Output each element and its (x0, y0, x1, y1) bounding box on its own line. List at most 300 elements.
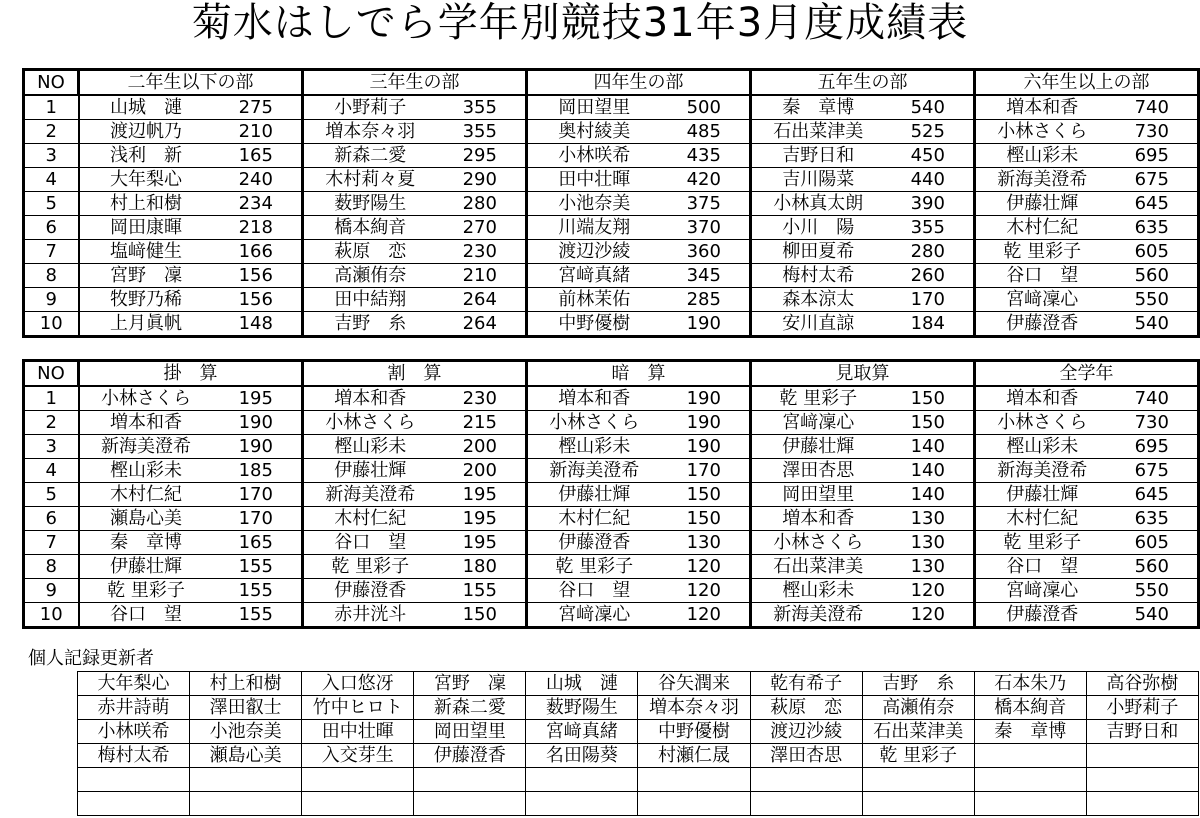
score: 165 (211, 531, 303, 555)
student-name: 小池奈美 (527, 192, 659, 216)
record-holder-name: 薮野陽生 (526, 696, 638, 720)
score: 165 (211, 144, 303, 168)
score: 120 (659, 579, 751, 603)
rank-number: 1 (24, 95, 79, 120)
student-name: 渡辺沙綾 (527, 240, 659, 264)
student-name: 梅村太希 (751, 264, 883, 288)
score: 170 (659, 459, 751, 483)
record-holder-name: 梅村太希 (78, 744, 190, 768)
score: 435 (659, 144, 751, 168)
score: 150 (435, 603, 527, 628)
student-name: 柳田夏希 (751, 240, 883, 264)
student-name: 木村仁紀 (79, 483, 211, 507)
rank-number: 7 (24, 531, 79, 555)
student-name: 浅利 新 (79, 144, 211, 168)
record-holder-name (78, 768, 190, 792)
record-holder-name: 小林咲希 (78, 720, 190, 744)
student-name: 田中壮暉 (527, 168, 659, 192)
score: 150 (659, 507, 751, 531)
score: 120 (659, 555, 751, 579)
record-holder-name (974, 744, 1086, 768)
student-name: 樫山彩未 (527, 435, 659, 459)
record-holder-name (1086, 768, 1198, 792)
record-holder-name: 大年梨心 (78, 672, 190, 696)
student-name: 新森二愛 (303, 144, 435, 168)
table-row (24, 120, 1199, 144)
student-name: 新海美澄希 (975, 459, 1107, 483)
student-name: 増本奈々羽 (303, 120, 435, 144)
score: 285 (659, 288, 751, 312)
student-name: 吉野日和 (751, 144, 883, 168)
student-name: 石出菜津美 (751, 555, 883, 579)
score: 280 (883, 240, 975, 264)
student-name: 赤井洸斗 (303, 603, 435, 628)
student-name: 新海美澄希 (303, 483, 435, 507)
score: 230 (435, 386, 527, 411)
student-name: 小野莉子 (303, 95, 435, 120)
record-holder-name: 瀬島心美 (190, 744, 302, 768)
score: 645 (1107, 192, 1199, 216)
score: 550 (1107, 288, 1199, 312)
record-row (78, 672, 1199, 696)
table-row (24, 435, 1199, 459)
score: 390 (883, 192, 975, 216)
student-name: 谷口 望 (527, 579, 659, 603)
student-name: 伊藤壮輝 (975, 192, 1107, 216)
table-row (24, 168, 1199, 192)
no-column-header: NO (24, 70, 79, 96)
record-holder-name (302, 768, 414, 792)
record-holder-name: 村瀬仁晟 (638, 744, 750, 768)
score: 540 (883, 95, 975, 120)
student-name: 乾 里彩子 (975, 240, 1107, 264)
rank-number: 10 (24, 312, 79, 337)
score: 635 (1107, 507, 1199, 531)
score: 440 (883, 168, 975, 192)
record-holder-name (862, 768, 974, 792)
record-holder-name: 赤井詩萌 (78, 696, 190, 720)
student-name: 谷口 望 (975, 555, 1107, 579)
student-name: 新海美澄希 (527, 459, 659, 483)
record-holder-name: 秦 章博 (974, 720, 1086, 744)
record-holder-name: 澤田叡士 (190, 696, 302, 720)
student-name: 伊藤壮輝 (303, 459, 435, 483)
record-holder-name: 増本奈々羽 (638, 696, 750, 720)
record-row (78, 768, 1199, 792)
table-row (24, 95, 1199, 120)
table-row (24, 144, 1199, 168)
student-name: 前林茉佑 (527, 288, 659, 312)
student-name: 伊藤壮輝 (975, 483, 1107, 507)
score: 156 (211, 264, 303, 288)
score: 150 (883, 386, 975, 411)
score: 370 (659, 216, 751, 240)
score: 190 (659, 435, 751, 459)
record-holder-name: 橋本絢音 (974, 696, 1086, 720)
student-name: 乾 里彩子 (303, 555, 435, 579)
table-row (24, 555, 1199, 579)
score: 234 (211, 192, 303, 216)
student-name: 樫山彩未 (975, 144, 1107, 168)
record-holder-name: 萩原 恋 (750, 696, 862, 720)
student-name: 木村仁紀 (975, 216, 1107, 240)
record-holder-name (414, 792, 526, 816)
score: 170 (883, 288, 975, 312)
record-holder-name (750, 768, 862, 792)
record-holder-name: 竹中ヒロト (302, 696, 414, 720)
record-holder-name (974, 792, 1086, 816)
column-header-all-grades: 全学年 (975, 361, 1199, 387)
score: 740 (1107, 386, 1199, 411)
student-name: 木村仁紀 (975, 507, 1107, 531)
score: 730 (1107, 120, 1199, 144)
score: 525 (883, 120, 975, 144)
student-name: 小林さくら (975, 120, 1107, 144)
score: 190 (211, 435, 303, 459)
record-holder-name: 村上和樹 (190, 672, 302, 696)
record-holder-name (638, 792, 750, 816)
student-name: 樫山彩未 (975, 435, 1107, 459)
student-name: 伊藤澄香 (303, 579, 435, 603)
score: 130 (659, 531, 751, 555)
student-name: 田中結翔 (303, 288, 435, 312)
student-name: 木村仁紀 (303, 507, 435, 531)
score: 155 (211, 579, 303, 603)
rank-number: 2 (24, 411, 79, 435)
score: 360 (659, 240, 751, 264)
rank-number: 9 (24, 579, 79, 603)
score: 166 (211, 240, 303, 264)
rank-number: 4 (24, 459, 79, 483)
score: 645 (1107, 483, 1199, 507)
record-holder-name: 乾 里彩子 (862, 744, 974, 768)
score: 264 (435, 312, 527, 337)
rank-number: 3 (24, 144, 79, 168)
student-name: 大年梨心 (79, 168, 211, 192)
table-row (24, 603, 1199, 628)
score: 195 (435, 483, 527, 507)
student-name: 増本和香 (79, 411, 211, 435)
student-name: 伊藤澄香 (975, 312, 1107, 337)
student-name: 中野優樹 (527, 312, 659, 337)
student-name: 宮﨑凜心 (975, 288, 1107, 312)
record-row (78, 696, 1199, 720)
score: 210 (211, 120, 303, 144)
score: 355 (435, 95, 527, 120)
student-name: 石出菜津美 (751, 120, 883, 144)
record-holder-name: 石本朱乃 (974, 672, 1086, 696)
student-name: 樫山彩未 (751, 579, 883, 603)
score: 120 (659, 603, 751, 628)
score: 230 (435, 240, 527, 264)
column-header-grade5: 五年生の部 (751, 70, 975, 96)
rank-number: 6 (24, 216, 79, 240)
score: 540 (1107, 603, 1199, 628)
record-holder-name (190, 792, 302, 816)
student-name: 牧野乃稀 (79, 288, 211, 312)
score: 355 (435, 120, 527, 144)
record-holder-name: 入口悠冴 (302, 672, 414, 696)
student-name: 樫山彩未 (303, 435, 435, 459)
student-name: 増本和香 (975, 95, 1107, 120)
rank-number: 8 (24, 264, 79, 288)
rank-number: 7 (24, 240, 79, 264)
record-holder-name (414, 768, 526, 792)
score: 155 (211, 603, 303, 628)
student-name: 宮﨑凜心 (751, 411, 883, 435)
score: 740 (1107, 95, 1199, 120)
record-holder-name: 入交芽生 (302, 744, 414, 768)
student-name: 小林さくら (79, 386, 211, 411)
student-name: 山城 漣 (79, 95, 211, 120)
column-header-grade4: 四年生の部 (527, 70, 751, 96)
score: 420 (659, 168, 751, 192)
record-holder-name: 小池奈美 (190, 720, 302, 744)
score: 148 (211, 312, 303, 337)
table-row (24, 312, 1199, 337)
score: 450 (883, 144, 975, 168)
student-name: 小林さくら (975, 411, 1107, 435)
student-name: 高瀬侑奈 (303, 264, 435, 288)
student-name: 秦 章博 (79, 531, 211, 555)
table-row (24, 288, 1199, 312)
score: 150 (883, 411, 975, 435)
score: 560 (1107, 555, 1199, 579)
score: 260 (883, 264, 975, 288)
record-holder-name: 小野莉子 (1086, 696, 1198, 720)
rank-number: 5 (24, 483, 79, 507)
record-holder-name (526, 792, 638, 816)
student-name: 吉野 糸 (303, 312, 435, 337)
rank-number: 6 (24, 507, 79, 531)
student-name: 樫山彩未 (79, 459, 211, 483)
score: 210 (435, 264, 527, 288)
score: 180 (435, 555, 527, 579)
score: 156 (211, 288, 303, 312)
student-name: 岡田康暉 (79, 216, 211, 240)
score: 150 (659, 483, 751, 507)
table-row (24, 411, 1199, 435)
table-header-row (24, 361, 1199, 387)
score: 675 (1107, 168, 1199, 192)
record-holder-name (190, 768, 302, 792)
score: 540 (1107, 312, 1199, 337)
score: 695 (1107, 144, 1199, 168)
score: 195 (211, 386, 303, 411)
student-name: 伊藤壮輝 (79, 555, 211, 579)
record-holder-name: 新森二愛 (414, 696, 526, 720)
column-header-multiplication: 掛 算 (79, 361, 303, 387)
student-name: 増本和香 (975, 386, 1107, 411)
student-name: 増本和香 (751, 507, 883, 531)
column-header-addition: 見取算 (751, 361, 975, 387)
student-name: 岡田望里 (751, 483, 883, 507)
score: 240 (211, 168, 303, 192)
score: 190 (659, 386, 751, 411)
record-holder-name (638, 768, 750, 792)
table-row (24, 386, 1199, 411)
student-name: 宮﨑真緒 (527, 264, 659, 288)
record-holder-name: 澤田杏思 (750, 744, 862, 768)
record-holder-name (974, 768, 1086, 792)
record-holder-name (302, 792, 414, 816)
record-row (78, 720, 1199, 744)
record-holders-table (77, 671, 1199, 816)
score: 140 (883, 483, 975, 507)
page-title: 菊水はしでら学年別競技31年3月度成績表 (191, 0, 969, 46)
rank-number: 9 (24, 288, 79, 312)
score: 155 (211, 555, 303, 579)
score: 355 (883, 216, 975, 240)
rank-number: 4 (24, 168, 79, 192)
student-name: 瀬島心美 (79, 507, 211, 531)
score: 290 (435, 168, 527, 192)
student-name: 秦 章博 (751, 95, 883, 120)
event-results-table (22, 359, 1200, 629)
grade-results-table (22, 68, 1200, 338)
student-name: 谷口 望 (303, 531, 435, 555)
student-name: 宮﨑凜心 (527, 603, 659, 628)
student-name: 小林咲希 (527, 144, 659, 168)
student-name: 小林さくら (751, 531, 883, 555)
column-header-grade2-below: 二年生以下の部 (79, 70, 303, 96)
score: 280 (435, 192, 527, 216)
record-holder-name: 石出菜津美 (862, 720, 974, 744)
score: 190 (659, 411, 751, 435)
student-name: 橋本絢音 (303, 216, 435, 240)
score: 215 (435, 411, 527, 435)
score: 295 (435, 144, 527, 168)
record-holder-name: 伊藤澄香 (414, 744, 526, 768)
record-holder-name (1086, 792, 1198, 816)
student-name: 木村仁紀 (527, 507, 659, 531)
table-header-row (24, 70, 1199, 96)
record-holder-name: 宮﨑真緒 (526, 720, 638, 744)
student-name: 増本和香 (303, 386, 435, 411)
score: 695 (1107, 435, 1199, 459)
student-name: 伊藤壮輝 (751, 435, 883, 459)
student-name: 岡田望里 (527, 95, 659, 120)
score: 130 (883, 531, 975, 555)
score: 200 (435, 459, 527, 483)
record-holder-name (750, 792, 862, 816)
score: 140 (883, 459, 975, 483)
record-holder-name: 高瀬侑奈 (862, 696, 974, 720)
score: 140 (883, 435, 975, 459)
record-holder-name (1086, 744, 1198, 768)
score: 500 (659, 95, 751, 120)
student-name: 宮野 凜 (79, 264, 211, 288)
table-row (24, 216, 1199, 240)
student-name: 上月眞帆 (79, 312, 211, 337)
student-name: 乾 里彩子 (527, 555, 659, 579)
table-row (24, 459, 1199, 483)
record-holder-name (526, 768, 638, 792)
record-holder-name: 岡田望里 (414, 720, 526, 744)
table-row (24, 531, 1199, 555)
record-row (78, 792, 1199, 816)
score: 345 (659, 264, 751, 288)
student-name: 新海美澄希 (975, 168, 1107, 192)
student-name: 小林さくら (527, 411, 659, 435)
table-row (24, 483, 1199, 507)
record-holder-name: 宮野 凜 (414, 672, 526, 696)
student-name: 小林真太朗 (751, 192, 883, 216)
rank-number: 8 (24, 555, 79, 579)
student-name: 乾 里彩子 (975, 531, 1107, 555)
score: 275 (211, 95, 303, 120)
score: 375 (659, 192, 751, 216)
records-section-label: 個人記録更新者 (28, 648, 154, 669)
student-name: 伊藤澄香 (975, 603, 1107, 628)
table-row (24, 192, 1199, 216)
student-name: 乾 里彩子 (79, 579, 211, 603)
score: 550 (1107, 579, 1199, 603)
score: 675 (1107, 459, 1199, 483)
student-name: 木村莉々夏 (303, 168, 435, 192)
score: 170 (211, 483, 303, 507)
student-name: 小林さくら (303, 411, 435, 435)
score: 184 (883, 312, 975, 337)
record-holder-name: 渡辺沙綾 (750, 720, 862, 744)
record-holder-name (78, 792, 190, 816)
student-name: 川端友翔 (527, 216, 659, 240)
score: 218 (211, 216, 303, 240)
student-name: 伊藤壮輝 (527, 483, 659, 507)
record-holder-name (862, 792, 974, 816)
student-name: 森本涼太 (751, 288, 883, 312)
score: 120 (883, 579, 975, 603)
record-holder-name: 谷矢潤来 (638, 672, 750, 696)
column-header-division: 割 算 (303, 361, 527, 387)
record-holder-name: 乾有希子 (750, 672, 862, 696)
student-name: 萩原 恋 (303, 240, 435, 264)
record-holder-name: 中野優樹 (638, 720, 750, 744)
record-holder-name: 名田陽葵 (526, 744, 638, 768)
student-name: 谷口 望 (975, 264, 1107, 288)
student-name: 渡辺帆乃 (79, 120, 211, 144)
student-name: 宮﨑凜心 (975, 579, 1107, 603)
student-name: 小川 陽 (751, 216, 883, 240)
score: 185 (211, 459, 303, 483)
score: 635 (1107, 216, 1199, 240)
student-name: 伊藤澄香 (527, 531, 659, 555)
student-name: 増本和香 (527, 386, 659, 411)
record-holder-name: 吉野日和 (1086, 720, 1198, 744)
score: 195 (435, 507, 527, 531)
score: 130 (883, 507, 975, 531)
rank-number: 2 (24, 120, 79, 144)
record-holder-name: 高谷弥樹 (1086, 672, 1198, 696)
record-holder-name: 山城 漣 (526, 672, 638, 696)
student-name: 薮野陽生 (303, 192, 435, 216)
no-column-header: NO (24, 361, 79, 387)
table-row (24, 264, 1199, 288)
column-header-grade3: 三年生の部 (303, 70, 527, 96)
student-name: 新海美澄希 (751, 603, 883, 628)
student-name: 吉川陽菜 (751, 168, 883, 192)
score: 130 (883, 555, 975, 579)
student-name: 塩﨑健生 (79, 240, 211, 264)
score: 605 (1107, 531, 1199, 555)
student-name: 乾 里彩子 (751, 386, 883, 411)
score: 170 (211, 507, 303, 531)
score: 190 (659, 312, 751, 337)
rank-number: 3 (24, 435, 79, 459)
student-name: 澤田杏思 (751, 459, 883, 483)
table-row (24, 507, 1199, 531)
score: 200 (435, 435, 527, 459)
